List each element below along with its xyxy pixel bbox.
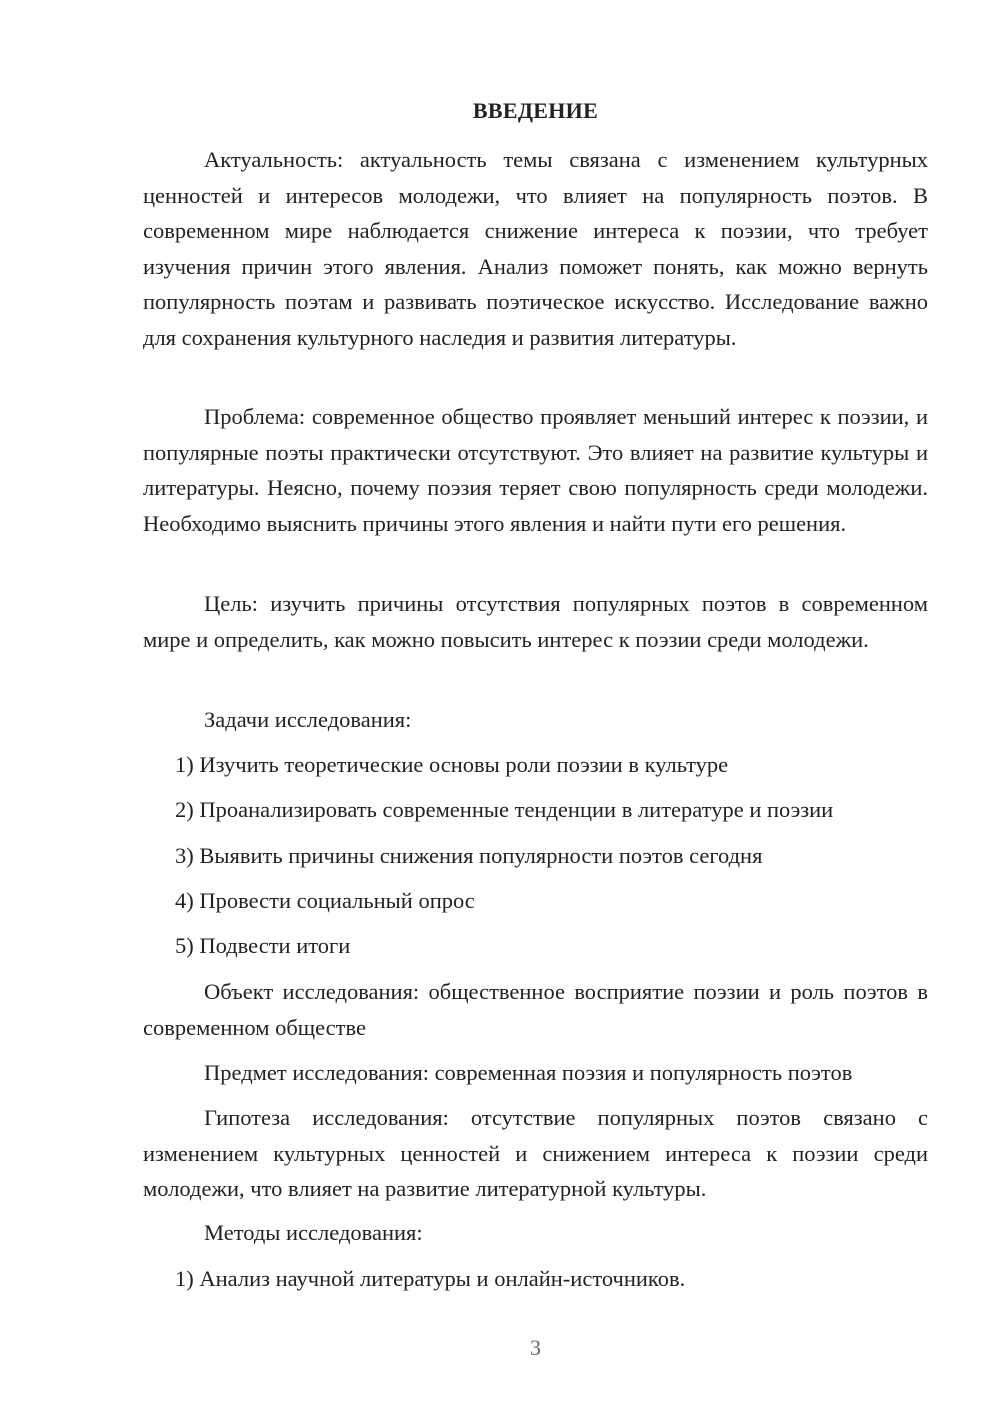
subject-paragraph: Предмет исследования: современная поэзия и популярность поэтов	[204, 1060, 853, 1085]
task-item: 5) Подвести итоги	[175, 933, 351, 958]
tasks-heading: Задачи исследования:	[204, 707, 412, 732]
method-item: 1) Анализ научной литературы и онлайн-источников.	[175, 1266, 686, 1291]
goal-paragraph: Цель: изучить причины отсутствия популярных поэтов в современном мире и определить, как можно повысить интерес к поэзии среди молодежи.	[143, 591, 928, 652]
hypothesis-paragraph: Гипотеза исследования: отсутствие популярных поэтов связано с изменением культурных ценностей и снижением интереса к поэзии среди молодежи, что влияет на развитие литературной культуры.	[143, 1105, 928, 1201]
methods-heading: Методы исследования:	[204, 1220, 423, 1245]
object-paragraph: Объект исследования: общественное восприятие поэзии и роль поэтов в современном обществе	[143, 979, 928, 1040]
page-title: ВВЕДЕНИЕ	[472, 98, 599, 123]
task-item: 1) Изучить теоретические основы роли поэзии в культуре	[175, 752, 729, 777]
relevance-paragraph: Актуальность: актуальность темы связана с изменением культурных ценностей и интересов молодежи, что влияет на популярность поэтов. В современном мире наблюдается снижение интереса к поэзии, что требует изучения причин этого явления. Анализ поможет понять, как можно вернуть популярность поэтам и развивать поэтическое искусство. Исследование важно для сохранения культурного наследия и развития литературы.	[143, 147, 928, 350]
task-item: 2) Проанализировать современные тенденции в литературе и поэзии	[175, 797, 834, 822]
page-number: 3	[530, 1335, 541, 1360]
problem-paragraph: Проблема: современное общество проявляет меньший интерес к поэзии, и популярные поэты практически отсутствуют. Это влияет на развитие культуры и литературы. Неясно, почему поэзия теряет свою популярность среди молодежи. Необходимо выяснить причины этого явления и найти пути его решения.	[143, 404, 928, 536]
task-item: 3) Выявить причины снижения популярности поэтов сегодня	[175, 843, 763, 868]
task-item: 4) Провести социальный опрос	[175, 888, 475, 913]
